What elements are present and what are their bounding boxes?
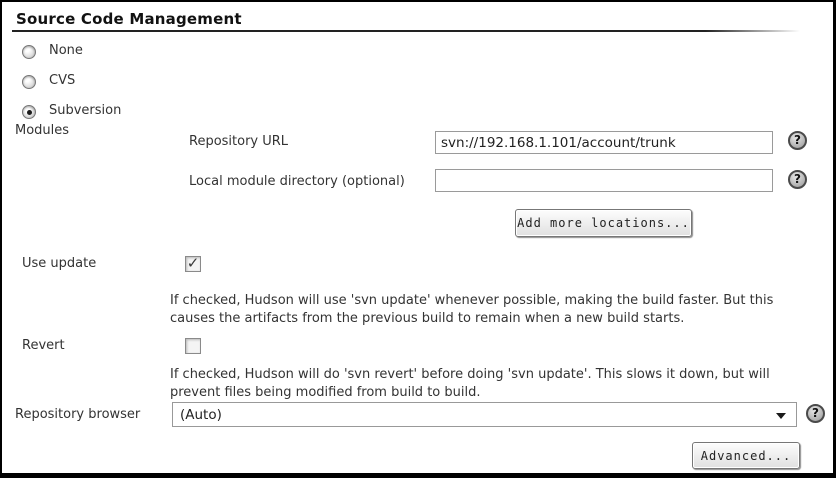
none-radio-label[interactable]: None bbox=[49, 43, 83, 58]
repository-browser-select[interactable] bbox=[172, 402, 797, 427]
repository-url-help-icon[interactable]: ? bbox=[788, 131, 807, 150]
local-module-directory-help-icon[interactable]: ? bbox=[788, 170, 807, 189]
repository-url-label: Repository URL bbox=[189, 134, 289, 149]
subversion-radio[interactable] bbox=[22, 105, 36, 119]
revert-help-text bbox=[170, 366, 770, 401]
repository-browser-label: Repository browser bbox=[15, 407, 141, 422]
revert-help-line1: If checked, Hudson will do 'svn revert' before doing 'svn update'. This slows it down, but will bbox=[170, 367, 770, 382]
repository-browser-help-icon[interactable]: ? bbox=[806, 404, 825, 423]
page-title: Source Code Management bbox=[16, 10, 242, 28]
cvs-radio[interactable] bbox=[22, 75, 36, 89]
use-update-checkbox[interactable] bbox=[185, 253, 201, 272]
check-icon: ✓ bbox=[186, 253, 200, 272]
repository-url-input[interactable] bbox=[435, 131, 773, 154]
cvs-radio-label[interactable]: CVS bbox=[49, 73, 76, 88]
title-underline bbox=[12, 30, 800, 32]
local-module-directory-label: Local module directory (optional) bbox=[189, 174, 405, 189]
none-radio[interactable] bbox=[22, 45, 36, 59]
modules-section-label: Modules bbox=[15, 123, 70, 138]
use-update-help-line1: If checked, Hudson will use 'svn update' whenever possible, making the build faster. But this bbox=[170, 293, 774, 308]
add-more-locations-button[interactable]: Add more locations... bbox=[515, 209, 692, 237]
chevron-down-icon bbox=[776, 413, 786, 419]
revert-label: Revert bbox=[22, 338, 65, 353]
revert-checkbox[interactable] bbox=[185, 338, 201, 354]
revert-help-line2: prevent files being modified from build to build. bbox=[170, 384, 481, 400]
use-update-label: Use update bbox=[22, 256, 97, 271]
use-update-help-text bbox=[170, 292, 773, 327]
advanced-button[interactable]: Advanced... bbox=[692, 442, 800, 469]
local-module-directory-input[interactable] bbox=[435, 169, 773, 192]
subversion-radio-label[interactable]: Subversion bbox=[49, 103, 122, 118]
repository-browser-selected-value: (Auto) bbox=[180, 406, 222, 423]
use-update-help-line2: causes the artifacts from the previous build to remain when a new build starts. bbox=[170, 310, 685, 326]
